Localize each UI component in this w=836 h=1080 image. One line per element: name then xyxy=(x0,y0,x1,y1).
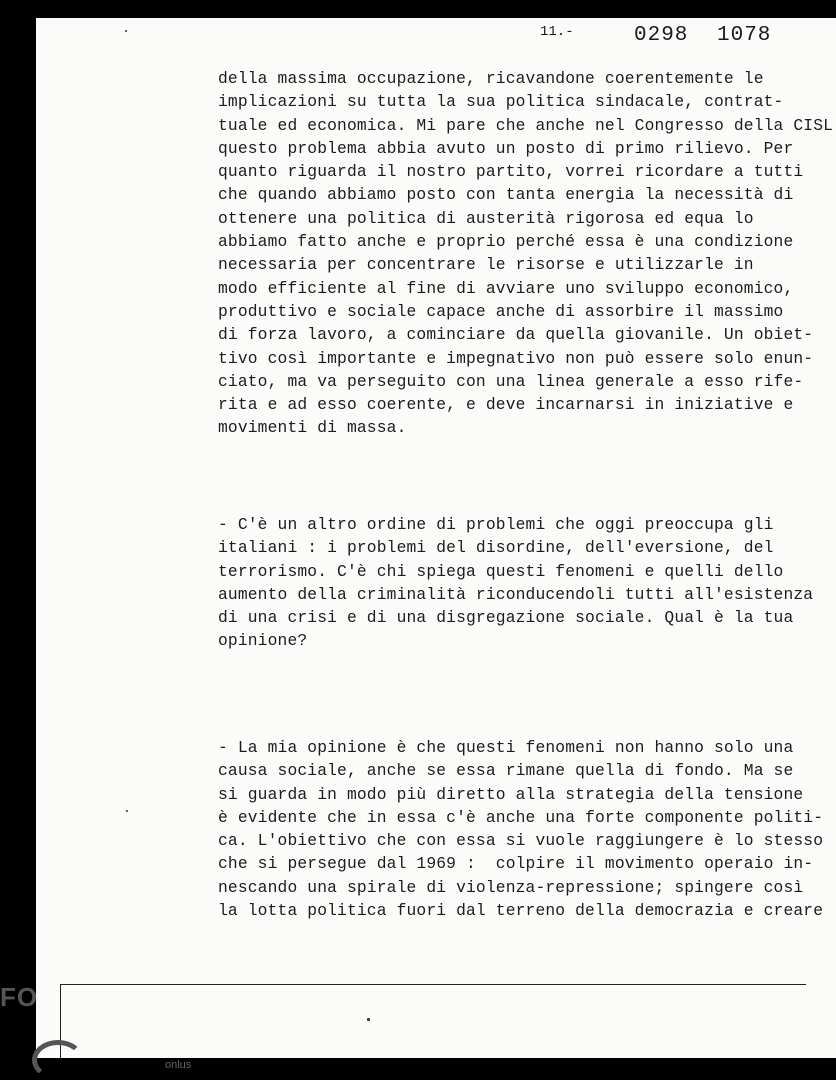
text-line: si guarda in modo più diretto alla strategia della tensione xyxy=(218,784,804,804)
paragraph-question-terrorism xyxy=(218,513,818,653)
text-line: - La mia opinione è che questi fenomeni non hanno solo una xyxy=(218,738,794,757)
text-line: è evidente che in essa c'è anche una forte componente politi- xyxy=(218,807,824,827)
text-line: ottenere una politica di austerità rigorosa ed equa lo xyxy=(218,208,754,228)
text-line: ciato, ma va perseguito con una linea generale a esso rife- xyxy=(218,371,804,391)
text-line: modo efficiente al fine di avviare uno sviluppo economico, xyxy=(218,278,794,298)
text-line: movimenti di massa. xyxy=(218,418,407,438)
text-line: di una crisi e di una disgregazione sociale. Qual è la tua xyxy=(218,608,794,628)
text-line: necessaria per concentrare le risorse e utilizzarle in xyxy=(218,255,754,275)
text-line: quanto riguarda il nostro partito, vorrei ricordare a tutti xyxy=(218,162,804,182)
text-line: causa sociale, anche se essa rimane quella di fondo. Ma se xyxy=(218,761,794,781)
text-line: aumento della criminalità riconducendoli tutti all'esistenza xyxy=(218,584,814,604)
text-line: di forza lavoro, a cominciare da quella giovanile. Un obiet- xyxy=(218,325,814,345)
text-line: nescando una spirale di violenza-repressione; spingere così xyxy=(218,877,804,897)
text-line: produttivo e sociale capace anche di assorbire il massimo xyxy=(218,301,784,321)
page-number: 11.- xyxy=(540,24,574,40)
text-line: ca. L'obiettivo che con essa si vuole raggiungere è lo stesso xyxy=(218,831,824,851)
text-line: della massima occupazione, ricavandone coerentemente le xyxy=(218,69,764,88)
text-line: implicazioni su tutta la sua politica sindacale, contrat- xyxy=(218,92,784,112)
document-number: 0298 xyxy=(634,24,689,47)
text-line: - C'è un altro ordine di problemi che oggi preoccupa gli xyxy=(218,515,774,534)
footer-rule xyxy=(60,984,806,985)
watermark-circle-icon xyxy=(32,1040,84,1080)
text-line: tuale ed economica. Mi pare che anche nel Congresso della CISL xyxy=(218,115,834,135)
text-line: che si persegue dal 1969 : colpire il movimento operaio in- xyxy=(218,854,814,874)
text-line: terrorismo. C'è chi spiega questi fenomeni e quelli dello xyxy=(218,561,784,581)
text-line: questo problema abbia avuto un posto di primo rilievo. Per xyxy=(218,138,794,158)
paragraph-answer-terrorism xyxy=(218,736,824,922)
document-page xyxy=(36,18,836,1058)
watermark-tagline: onlus xyxy=(165,1059,192,1071)
text-line: italiani : i problemi del disordine, dell'eversione, del xyxy=(218,538,774,558)
text-line: rita e ad esso coerente, e deve incarnarsi in iniziative e xyxy=(218,395,794,415)
scan-speck xyxy=(125,30,127,32)
document-number-secondary: 1078 xyxy=(717,24,772,47)
text-line: la lotta politica fuori dal terreno della democrazia e creare xyxy=(218,901,824,921)
text-line: abbiamo fatto anche e proprio perché essa è una condizione xyxy=(218,232,794,252)
watermark-logo: FO xyxy=(0,982,39,1012)
paragraph-answer-employment xyxy=(218,67,834,440)
text-line: che quando abbiamo posto con tanta energia la necessità di xyxy=(218,185,794,205)
scan-speck xyxy=(126,810,128,812)
scan-speck xyxy=(367,1018,370,1021)
text-line: opinione? xyxy=(218,631,308,651)
text-line: tivo così importante e impegnativo non può essere solo enun- xyxy=(218,348,814,368)
